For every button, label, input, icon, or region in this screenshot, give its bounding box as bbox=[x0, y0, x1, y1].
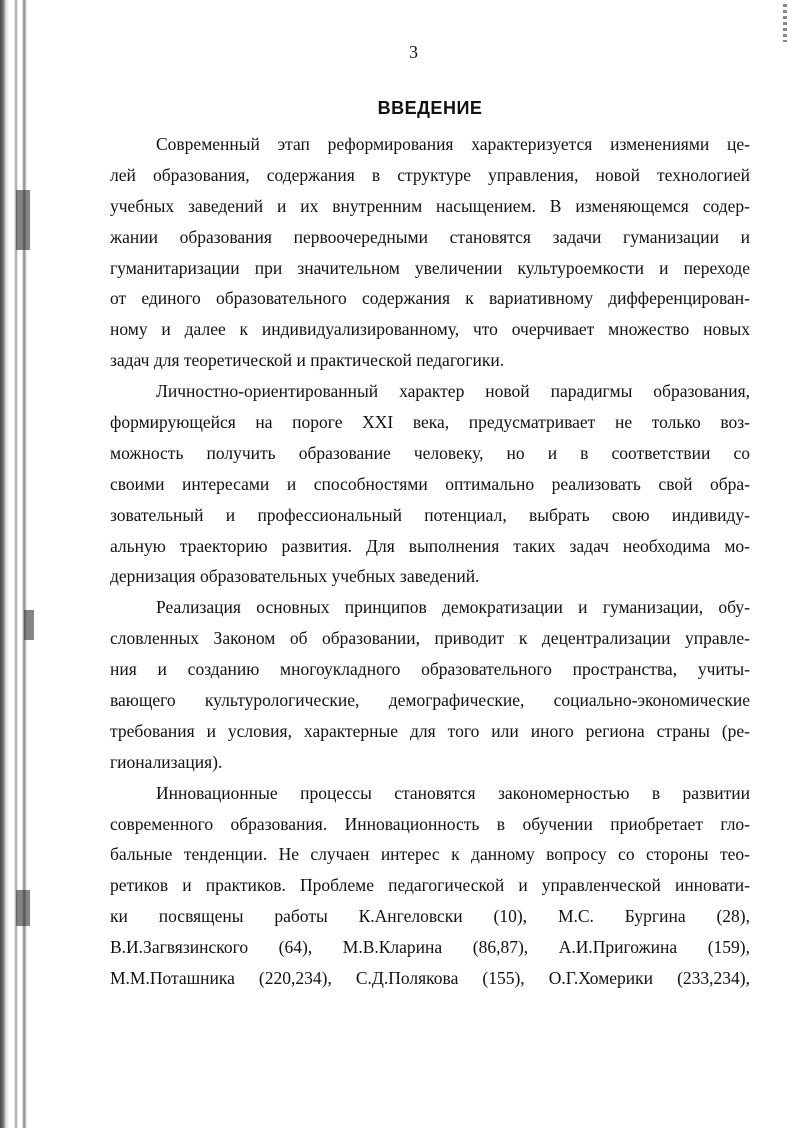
section-heading: ВВЕДЕНИЕ bbox=[377, 98, 483, 118]
text-line: В.И.Загвязинского (64), М.В.Кларина (86,87), А.И.Пригожина (159), bbox=[110, 937, 750, 958]
scan-left-edge bbox=[0, 0, 42, 1128]
text-line: вающего культурологические, демографические, социально-экономические bbox=[110, 690, 750, 711]
text-line: Инновационные процессы становятся закономерностью в развитии bbox=[156, 782, 750, 803]
text-line: словленных Законом об образовании, приводит к децентрализации управле- bbox=[110, 628, 750, 649]
text-line: гионализация). bbox=[110, 751, 223, 772]
text-line: формирующейся на пороге XXI века, предусматривает не только воз- bbox=[110, 412, 750, 433]
text-line: своими интересами и способностями оптимально реализовать свой обра- bbox=[110, 473, 750, 494]
scan-mark bbox=[16, 190, 30, 250]
body-text bbox=[110, 129, 750, 994]
text-line: лей образования, содержания в структуре управления, новой технологией bbox=[110, 164, 750, 185]
page-number: 3 bbox=[409, 42, 418, 62]
text-line: Личностно-ориентированный характер новой парадигмы образования, bbox=[156, 381, 750, 402]
text-line: М.М.Поташника (220,234), С.Д.Полякова (155), О.Г.Хомерики (233,234), bbox=[110, 968, 750, 989]
text-line: Реализация основных принципов демократизации и гуманизации, обу- bbox=[156, 597, 750, 618]
text-line: ки посвящены работы К.Ангеловски (10), М.С. Бургина (28), bbox=[110, 906, 750, 927]
text-line: требования и условия, характерные для того или иного региона страны (ре- bbox=[110, 720, 750, 741]
paragraph bbox=[110, 778, 750, 994]
text-line: задач для теоретической и практической педагогики. bbox=[110, 350, 505, 371]
paragraph bbox=[110, 376, 750, 592]
paragraph bbox=[110, 129, 750, 376]
paragraph bbox=[110, 592, 750, 777]
scan-corner-mark bbox=[783, 4, 787, 42]
scan-mark bbox=[24, 610, 34, 640]
text-line: современного образования. Инновационность в обучении приобретает гло- bbox=[110, 813, 750, 834]
text-line: альную траекторию развития. Для выполнения таких задач необходима мо- bbox=[110, 535, 750, 556]
scan-mark bbox=[16, 890, 30, 926]
text-line: жании образования первоочередными становятся задачи гуманизации и bbox=[110, 226, 750, 247]
text-line: Современный этап реформирования характеризуется изменениями це- bbox=[156, 134, 750, 154]
text-line: учебных заведений и их внутренним насыщением. В изменяющемся содер- bbox=[110, 195, 750, 216]
text-line: ретиков и практиков. Проблеме педагогической и управленческой инновати- bbox=[110, 875, 750, 896]
text-line: дернизация образовательных учебных заведений. bbox=[110, 566, 480, 587]
text-line: ния и созданию многоукладного образовательного пространства, учиты- bbox=[110, 659, 750, 680]
text-line: можность получить образование человеку, но и в соответствии со bbox=[110, 442, 750, 463]
text-line: бальные тенденции. Не случаен интерес к данному вопросу со стороны тео- bbox=[110, 844, 750, 865]
text-line: от единого образовательного содержания к вариативному дифференцирован- bbox=[110, 288, 750, 309]
text-line: гуманитаризации при значительном увеличении культуроемкости и переходе bbox=[110, 257, 750, 278]
text-line: ному и далее к индивидуализированному, что очерчивает множество новых bbox=[110, 319, 750, 340]
text-line: зовательный и профессиональный потенциал, выбрать свою индивиду- bbox=[110, 504, 750, 525]
